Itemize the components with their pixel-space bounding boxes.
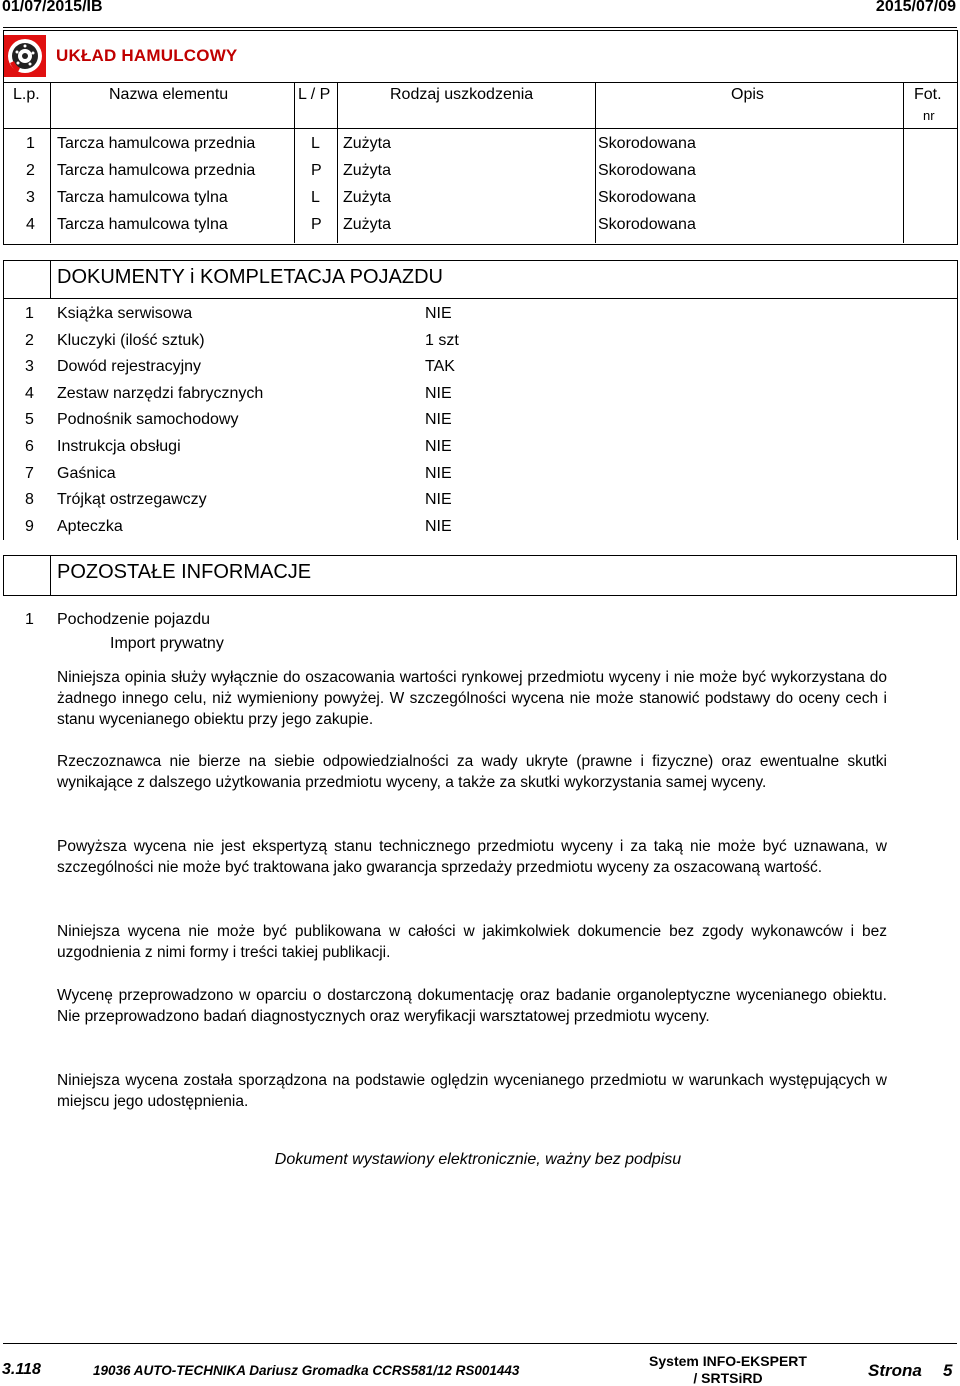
column-header-photo-sub: nr: [923, 108, 935, 123]
doc-name: Gaśnica: [57, 464, 116, 482]
disclaimer-paragraph: Niniejsza wycena została sporządzona na podstawie oględzin wycenianego przedmiotu w warunkach występujących w miejscu jego udostępnienia.: [57, 1072, 887, 1110]
doc-lp: 3: [25, 358, 34, 376]
doc-value: TAK: [425, 358, 455, 376]
doc-name: Zestaw narzędzi fabrycznych: [57, 384, 264, 402]
doc-lp: 2: [25, 331, 34, 349]
other-section-title: POZOSTAŁE INFORMACJE: [57, 561, 312, 583]
doc-value: 1 szt: [425, 331, 459, 349]
doc-value: NIE: [425, 384, 452, 402]
column-header-desc: Opis: [731, 86, 764, 103]
row-damage-type: Zużyta: [343, 216, 392, 233]
column-header-photo: Fot.: [914, 86, 942, 103]
column-header-damage: Rodzaj uszkodzenia: [390, 86, 534, 103]
brake-disc-icon: [4, 35, 46, 77]
doc-lp: 1: [25, 305, 34, 322]
doc-name: Trójkąt ostrzegawczy: [57, 491, 207, 509]
origin-label: Pochodzenie pojazdu: [57, 611, 211, 628]
doc-lp: 4: [25, 384, 34, 402]
row-lp: 2: [26, 162, 35, 179]
col-divider: [903, 82, 904, 243]
col-divider: [50, 261, 51, 298]
row-damage-type: Zużyta: [343, 189, 392, 206]
footer-code: 3.118: [2, 1361, 41, 1378]
row-element-name: Tarcza hamulcowa przednia: [57, 135, 256, 152]
disclaimer-paragraph: Powyższa wycena nie jest ekspertyzą stanu technicznego przedmiotu wyceny i za taką nie może być uznawana, w szczególności nie może być traktowana jako gwarancja sprzedaży przedmiotu wyceny za oszacowaną wartość.: [57, 838, 887, 876]
doc-lp: 6: [25, 438, 34, 455]
row-element-name: Tarcza hamulcowa tylna: [57, 189, 228, 206]
doc-value: NIE: [425, 305, 452, 322]
row-damage-type: Zużyta: [343, 135, 392, 152]
row-side: P: [311, 216, 322, 233]
disclaimer-paragraph: Niniejsza opinia służy wyłącznie do oszacowania wartości rynkowej przedmiotu wyceny i nie może być wykorzystana do żadnego innego celu, niż wymieniony powyżej. W szczególności wycena nie może stanowić podstawy do oceny cech i stanu wycenianego obiektu przy jego zakupie.: [57, 669, 887, 728]
documents-title-line: [3, 298, 957, 299]
brake-section-title: UKŁAD HAMULCOWY: [56, 46, 238, 65]
row-lp: 4: [26, 216, 35, 233]
doc-lp: 5: [25, 411, 34, 429]
row-lp: 3: [26, 189, 35, 206]
disclaimer-paragraph: Wycenę przeprowadzono w oparciu o dostarczoną dokumentację oraz badanie organoleptyczne wycenianego obiektu. Nie przeprowadzono badań diagnostycznych oraz weryfikacji warsztatowej przedmiotu wyceny.: [57, 987, 887, 1025]
other-title-line: [3, 595, 957, 596]
doc-name: Podnośnik samochodowy: [57, 411, 239, 429]
doc-name: Instrukcja obsługi: [57, 438, 181, 455]
row-description: Skorodowana: [598, 162, 696, 179]
col-divider: [294, 82, 295, 243]
frame-right: [956, 555, 957, 595]
doc-value: NIE: [425, 411, 452, 429]
col-divider: [595, 82, 596, 243]
disclaimer-paragraph: Niniejsza wycena nie może być publikowana w całości w jakimkolwiek dokumencie bez zgody wykonawców i bez uzgodnienia z nimi formy i treści takiej publikacji.: [57, 923, 887, 961]
col-divider: [50, 82, 51, 243]
other-item-lp: 1: [25, 611, 34, 628]
other-top-line: [3, 555, 957, 556]
brake-header-top-line: [3, 82, 957, 83]
doc-name: Dowód rejestracyjny: [57, 358, 202, 376]
col-divider: [50, 555, 51, 595]
doc-value: NIE: [425, 464, 452, 482]
footer-page-label: Strona: [868, 1361, 922, 1380]
document-date: 2015/07/09: [875, 0, 956, 15]
electronic-signature-note: Dokument wystawiony elektronicznie, ważny bez podpisu: [274, 1151, 682, 1168]
row-side: P: [311, 162, 322, 179]
document-id: 01/07/2015/IB: [2, 0, 103, 15]
disclaimer-paragraph: Rzeczoznawca nie bierze na siebie odpowiedzialności za wady ukryte (prawne i fizyczne) oraz ewentualne skutki wynikające z dalszego użytkowania przedmiotu wyceny, a także za skutki wykorzystania samej wyceny.: [57, 753, 887, 791]
column-header-lp: L.p.: [13, 86, 40, 103]
origin-value: Import prywatny: [110, 635, 224, 652]
footer-page-number: 5: [943, 1361, 953, 1380]
doc-value: NIE: [425, 517, 452, 535]
doc-lp: 9: [25, 517, 34, 535]
footer-divider: [3, 1343, 957, 1344]
brake-header-bottom-line: [3, 128, 957, 129]
documents-section-title: DOKUMENTY i KOMPLETACJA POJAZDU: [57, 266, 443, 288]
footer-company: 19036 AUTO-TECHNIKA Dariusz Gromadka CCRS581/12 RS001443: [93, 1363, 520, 1378]
row-description: Skorodowana: [598, 135, 696, 152]
row-damage-type: Zużyta: [343, 162, 392, 179]
row-description: Skorodowana: [598, 189, 696, 206]
doc-value: NIE: [425, 491, 452, 509]
row-element-name: Tarcza hamulcowa przednia: [57, 162, 256, 179]
row-lp: 1: [26, 135, 35, 152]
footer-system-line2: / SRTSiRD: [693, 1370, 763, 1386]
col-divider: [337, 82, 338, 243]
row-side: L: [311, 189, 320, 206]
row-element-name: Tarcza hamulcowa tylna: [57, 216, 228, 233]
doc-value: NIE: [425, 438, 452, 455]
doc-name: Kluczyki (ilość sztuk): [57, 331, 205, 349]
doc-name: Apteczka: [57, 517, 123, 535]
frame-left: [3, 555, 4, 595]
header-divider: [3, 27, 957, 28]
column-header-name: Nazwa elementu: [109, 86, 229, 103]
doc-name: Książka serwisowa: [57, 305, 193, 322]
row-description: Skorodowana: [598, 216, 696, 233]
footer-system-line1: System INFO-EKSPERT: [649, 1353, 807, 1369]
column-header-side: L / P: [298, 86, 331, 103]
doc-lp: 7: [25, 464, 34, 482]
doc-lp: 8: [25, 491, 34, 509]
row-side: L: [311, 135, 320, 152]
